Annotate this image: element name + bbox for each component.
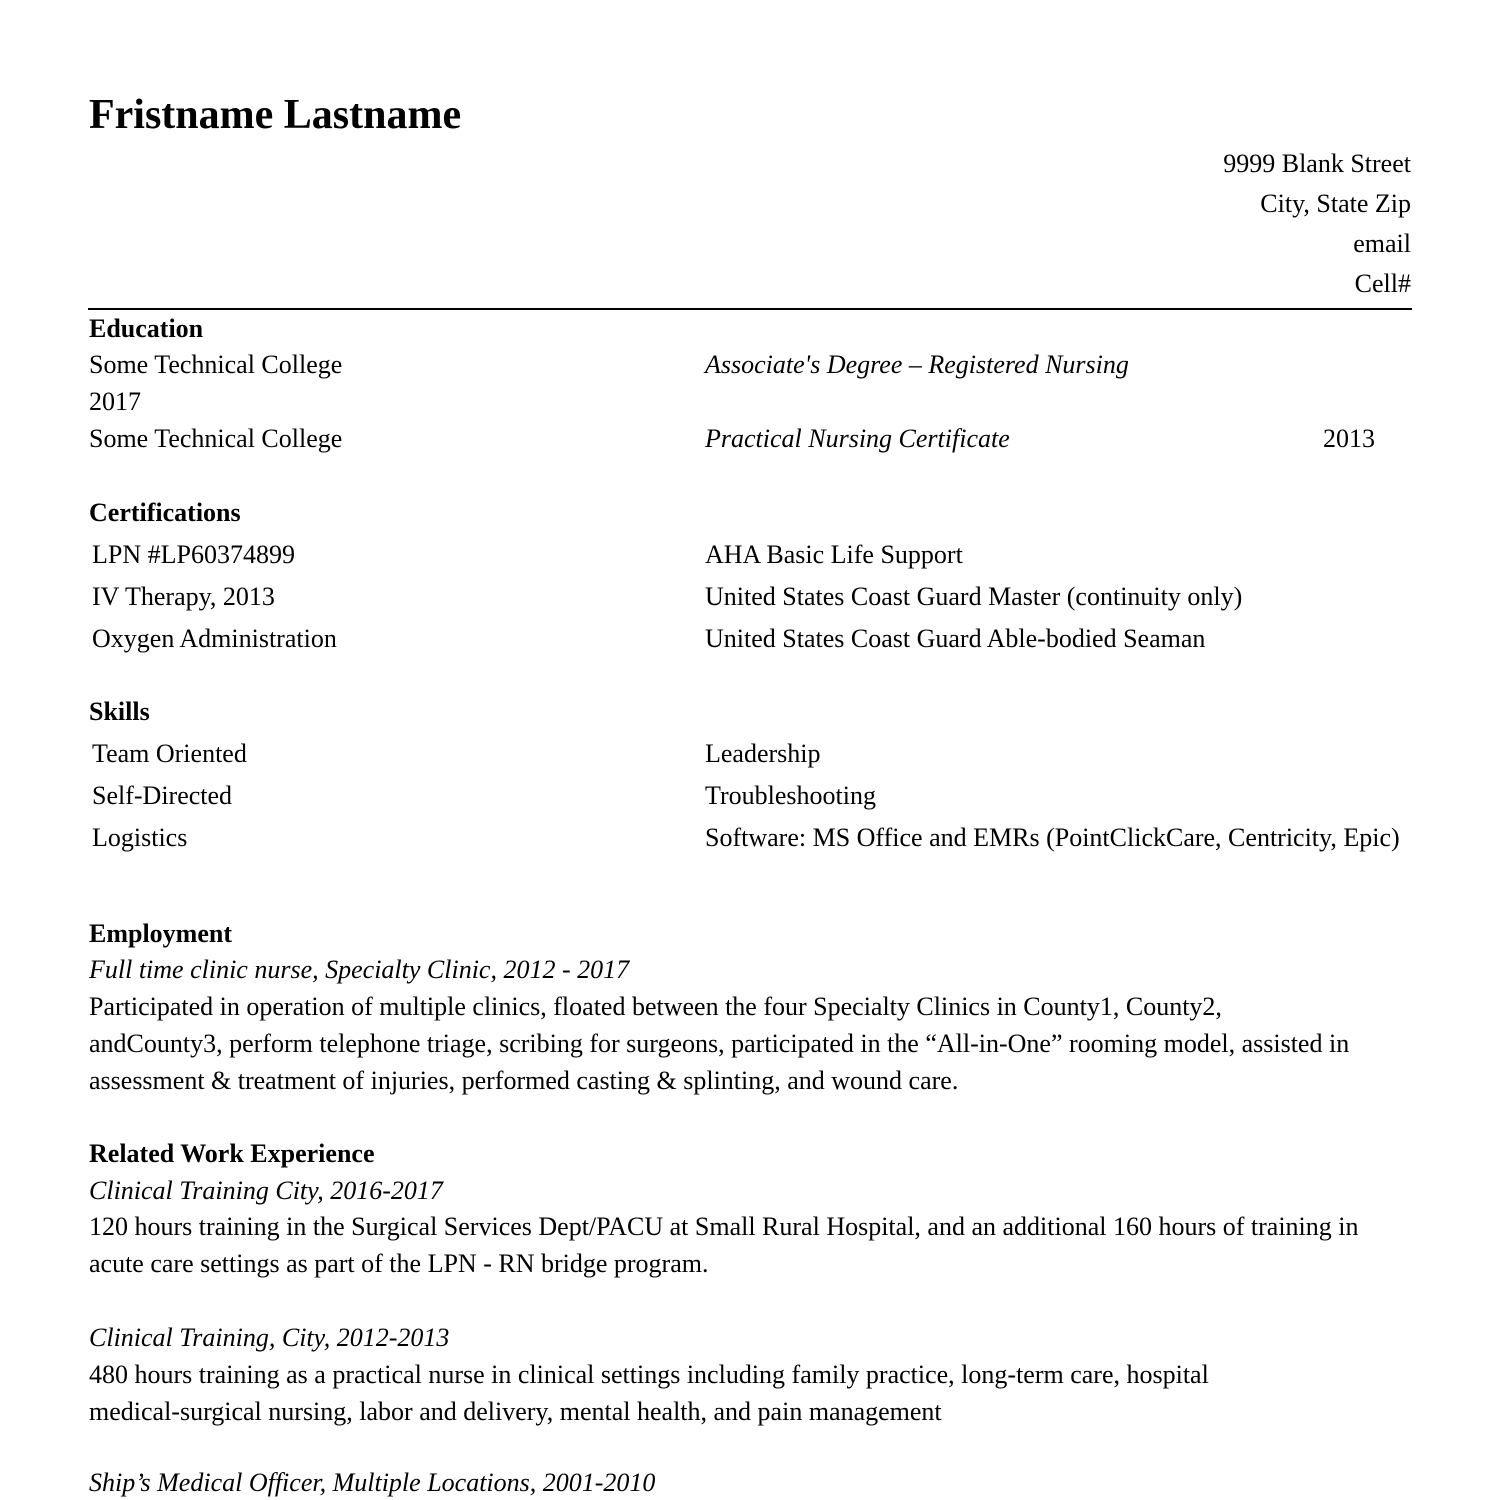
education-school: Some Technical College xyxy=(89,350,343,379)
resume-name: Fristname Lastname xyxy=(89,92,462,138)
skills-heading: Skills xyxy=(89,697,150,726)
skill-item: Leadership xyxy=(705,739,821,768)
skill-item: Team Oriented xyxy=(92,739,247,768)
experience-description-line: acute care settings as part of the LPN - RN bridge program. xyxy=(89,1249,709,1278)
address-line-1: 9999 Blank Street xyxy=(1223,149,1411,178)
header-divider xyxy=(88,308,1412,310)
education-year: 2013 xyxy=(1323,424,1375,453)
employment-description-line: assessment & treatment of injuries, performed casting & splinting, and wound care. xyxy=(89,1066,959,1095)
skill-item: Logistics xyxy=(92,823,188,852)
employment-description-line: andCounty3, perform telephone triage, scribing for surgeons, participated in the “All-in-One” rooming model, assisted in xyxy=(89,1029,1350,1058)
employment-heading: Employment xyxy=(89,919,232,948)
skill-item: Troubleshooting xyxy=(705,781,876,810)
education-year: 2017 xyxy=(89,387,141,416)
employment-title: Full time clinic nurse, Specialty Clinic, 2012 - 2017 xyxy=(89,955,630,984)
experience-title: Clinical Training, City, 2012-2013 xyxy=(89,1323,450,1352)
experience-description-line: medical-surgical nursing, labor and delivery, mental health, and pain management xyxy=(89,1397,942,1426)
certification-item: United States Coast Guard Master (continuity only) xyxy=(705,582,1243,611)
education-degree: Practical Nursing Certificate xyxy=(705,424,1010,453)
experience-description-line: 480 hours training as a practical nurse in clinical settings including family practice, long-term care, hospital xyxy=(89,1360,1209,1389)
experience-title: Ship’s Medical Officer, Multiple Locations, 2001-2010 xyxy=(89,1468,656,1497)
experience-title: Clinical Training City, 2016-2017 xyxy=(89,1176,443,1205)
certification-item: Oxygen Administration xyxy=(92,624,337,653)
related-experience-heading: Related Work Experience xyxy=(89,1139,375,1168)
certification-item: AHA Basic Life Support xyxy=(705,540,963,569)
experience-description-line: 120 hours training in the Surgical Services Dept/PACU at Small Rural Hospital, and an additional 160 hours of training in xyxy=(89,1212,1359,1241)
certification-item: LPN #LP60374899 xyxy=(92,540,295,569)
contact-email: email xyxy=(1353,229,1411,258)
certifications-heading: Certifications xyxy=(89,498,241,527)
skill-item: Self-Directed xyxy=(92,781,233,810)
education-heading: Education xyxy=(89,314,204,343)
employment-description-line: Participated in operation of multiple clinics, floated between the four Specialty Clinics in County1, County2, xyxy=(89,992,1222,1021)
address-line-2: City, State Zip xyxy=(1260,189,1411,218)
education-degree: Associate's Degree – Registered Nursing xyxy=(705,350,1129,379)
skill-item: Software: MS Office and EMRs (PointClickCare, Centricity, Epic) xyxy=(705,823,1400,852)
certification-item: United States Coast Guard Able-bodied Seaman xyxy=(705,624,1206,653)
certification-item: IV Therapy, 2013 xyxy=(92,582,275,611)
education-school: Some Technical College xyxy=(89,424,343,453)
contact-cell: Cell# xyxy=(1354,269,1411,298)
